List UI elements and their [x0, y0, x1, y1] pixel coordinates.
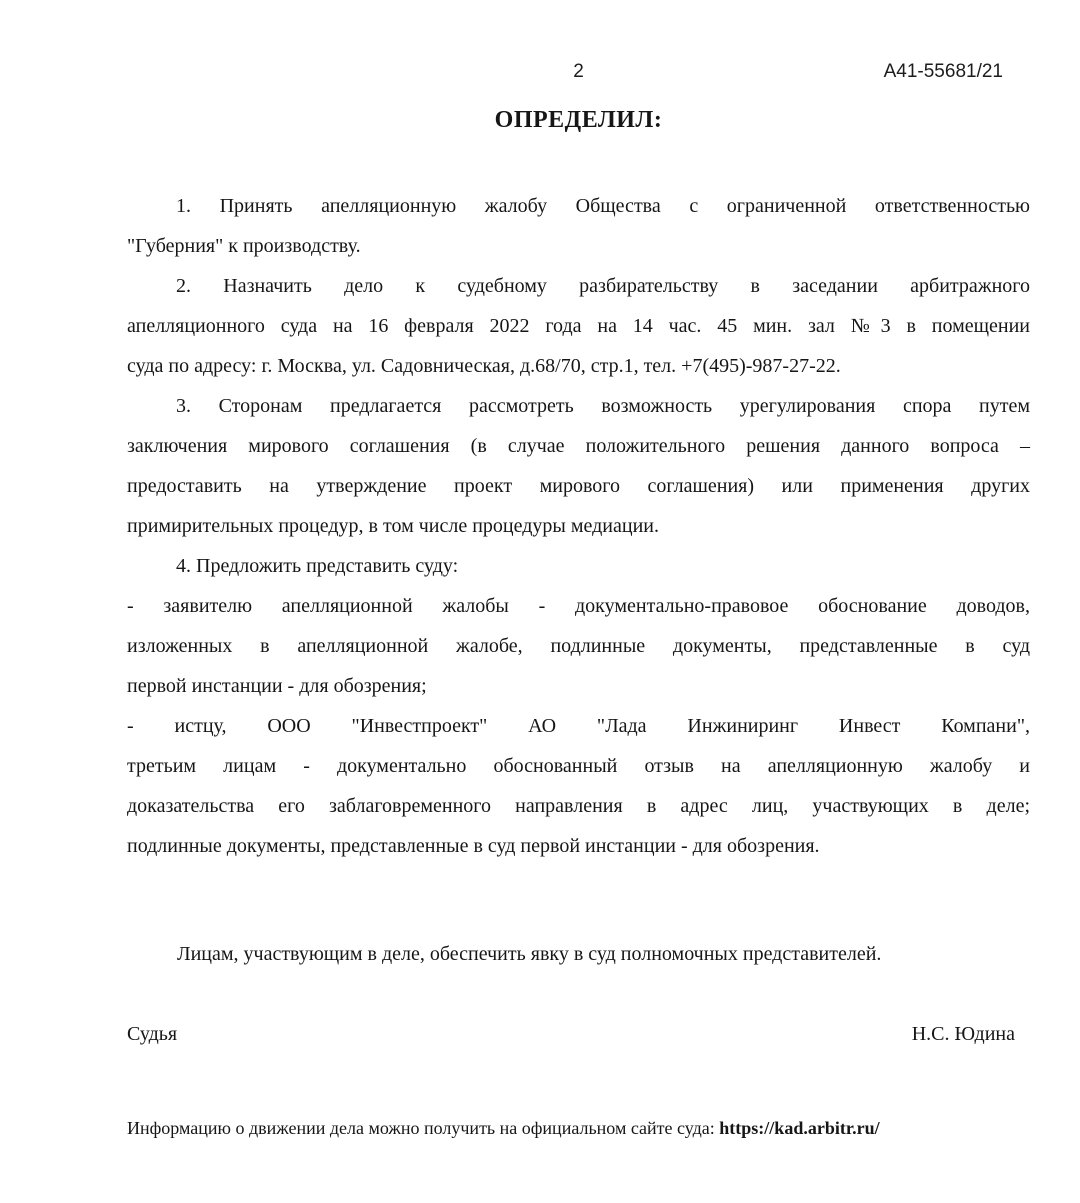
- paragraph-4-line-1: 4. Предложить представить суду:: [176, 555, 459, 577]
- paragraph-3-line-2: заключения мирового соглашения (в случае положительного решения данного вопроса –: [127, 435, 1030, 457]
- paragraph-6-line-4: подлинные документы, представленные в суд первой инстанции - для обозрения.: [127, 835, 820, 857]
- page-number: 2: [573, 61, 584, 82]
- paragraph-6: [127, 706, 1030, 866]
- judge-name: Н.С. Юдина: [911, 1023, 1015, 1045]
- closing-paragraph: Лицам, участвующим в деле, обеспечить явку в суд полномочных представителей.: [177, 943, 882, 965]
- document-heading: ОПРЕДЕЛИЛ:: [494, 107, 663, 133]
- paragraph-5-line-3: первой инстанции - для обозрения;: [127, 675, 427, 697]
- paragraph-1-line-2: "Губерния" к производству.: [127, 235, 361, 257]
- paragraph-3-line-1: 3. Сторонам предлагается рассмотреть возможность урегулирования спора путем: [176, 395, 1030, 417]
- document-body: [127, 186, 1030, 866]
- paragraph-5-line-1: - заявителю апелляционной жалобы - документально-правовое обоснование доводов,: [127, 595, 1030, 617]
- paragraph-3-line-4: примирительных процедур, в том числе процедуры медиации.: [127, 515, 659, 537]
- paragraph-3: [127, 386, 1030, 546]
- footer-text: Информацию о движении дела можно получить на официальном сайте суда:: [127, 1118, 720, 1138]
- case-number: А41-55681/21: [883, 61, 1003, 82]
- paragraph-6-line-2: третьим лицам - документально обоснованный отзыв на апелляционную жалобу и: [127, 755, 1030, 777]
- paragraph-2-line-2: апелляционного суда на 16 февраля 2022 года на 14 час. 45 мин. зал №3 в помещении: [127, 315, 1030, 337]
- paragraph-1: [127, 186, 1030, 266]
- paragraph-6-line-1: - истцу, ООО "Инвестпроект" АО "Лада Инжиниринг Инвест Компани",: [127, 715, 1030, 737]
- page-header: [127, 60, 1030, 84]
- paragraph-2-line-1: 2. Назначить дело к судебному разбирательству в заседании арбитражного: [176, 275, 1030, 297]
- paragraph-5: [127, 586, 1030, 706]
- footer-note: [127, 1116, 1030, 1140]
- signature-row: [127, 1014, 1030, 1054]
- paragraph-4: [127, 546, 1030, 586]
- paragraph-2: [127, 266, 1030, 386]
- footer-court-site-link[interactable]: https://kad.arbitr.ru/: [719, 1118, 880, 1138]
- document-content: [127, 0, 1030, 1140]
- paragraph-5-line-2: изложенных в апелляционной жалобе, подлинные документы, представленные в суд: [127, 635, 1030, 657]
- judge-label: Судья: [127, 1023, 178, 1045]
- paragraph-3-line-3: предоставить на утверждение проект мирового соглашения) или применения других: [127, 475, 1030, 497]
- paragraph-6-line-3: доказательства его заблаговременного направления в адрес лиц, участвующих в деле;: [127, 795, 1030, 817]
- paragraph-1-line-1: 1. Принять апелляционную жалобу Общества с ограниченной ответственностью: [176, 195, 1030, 217]
- paragraph-2-line-3: суда по адресу: г. Москва, ул. Садовническая, д.68/70, стр.1, тел. +7(495)-987-27-22.: [127, 355, 841, 377]
